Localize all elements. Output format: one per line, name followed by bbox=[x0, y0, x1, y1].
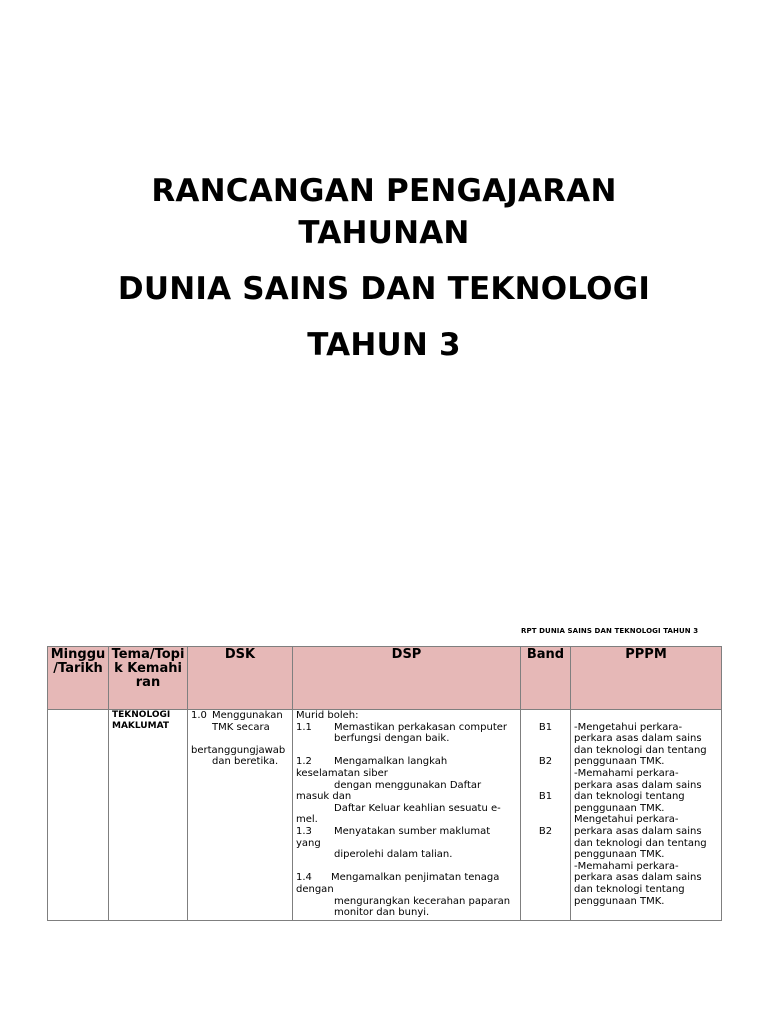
dsp-text-2-wrap: keselamatan siber bbox=[296, 767, 388, 779]
pppm-line: dan teknologi tentang bbox=[574, 791, 685, 803]
dsp-text-4-cont: mengurangkan kecerahan paparan bbox=[334, 895, 511, 907]
table-row bbox=[48, 710, 722, 921]
title-line-3: DUNIA SAINS DAN TEKNOLOGI bbox=[117, 271, 651, 307]
pppm-line: penggunaan TMK. bbox=[574, 802, 665, 814]
pppm-line: Mengetahui perkara- bbox=[574, 814, 679, 826]
dsp-text-2-cont2: Daftar Keluar keahlian sesuatu e- bbox=[334, 802, 501, 814]
pppm-line: -Memahami perkara- bbox=[574, 860, 679, 872]
pppm-line: penggunaan TMK. bbox=[574, 895, 665, 907]
dsk-line-4: dan beretika. bbox=[212, 756, 279, 768]
band-value-4: B2 bbox=[538, 825, 553, 837]
dsp-text-3-wrap: yang bbox=[296, 837, 321, 849]
rpt-table bbox=[47, 646, 722, 921]
cell-pppm bbox=[571, 710, 722, 921]
cell-band bbox=[521, 710, 571, 921]
header-minggu: Minggu /Tarikh bbox=[48, 647, 109, 710]
header-band: Band bbox=[521, 647, 571, 710]
dsp-text-2-wrap2: masuk dan bbox=[296, 791, 352, 803]
dsk-line-1: Menggunakan bbox=[212, 710, 283, 721]
band-value-1: B1 bbox=[538, 721, 553, 733]
pppm-line: perkara asas dalam sains bbox=[574, 779, 702, 791]
pppm-line: -Mengetahui perkara- bbox=[574, 721, 683, 733]
cell-minggu bbox=[48, 710, 109, 921]
cell-dsp bbox=[293, 710, 521, 921]
dsp-number-2: 1.2 bbox=[296, 756, 312, 768]
dsp-number-3: 1.3 bbox=[296, 825, 312, 837]
title-line-2: TAHUNAN bbox=[298, 215, 470, 251]
band-value-2: B2 bbox=[538, 756, 553, 768]
page-header-note: RPT DUNIA SAINS DAN TEKNOLOGI TAHUN 3 bbox=[521, 627, 699, 635]
pppm-line: penggunaan TMK. bbox=[574, 756, 665, 768]
title-line-1: RANCANGAN PENGAJARAN bbox=[151, 173, 617, 209]
header-dsk: DSK bbox=[188, 647, 293, 710]
header-tema: Tema/Topik Kemahiran bbox=[109, 647, 188, 710]
cell-tema bbox=[109, 710, 188, 921]
dsp-text-3-cont: diperolehi dalam talian. bbox=[334, 849, 453, 861]
tema-text: TEKNOLOGI MAKLUMAT bbox=[112, 710, 171, 731]
dsp-text-4: Mengamalkan penjimatan tenaga bbox=[331, 872, 500, 884]
dsp-text-4-cont2: monitor dan bunyi. bbox=[334, 907, 430, 919]
pppm-line: penggunaan TMK. bbox=[574, 849, 665, 861]
band-value-3: B1 bbox=[538, 791, 553, 803]
dsp-number-1: 1.1 bbox=[296, 721, 312, 733]
pppm-line: dan teknologi tentang bbox=[574, 883, 685, 895]
dsk-line-2: TMK secara bbox=[212, 721, 270, 733]
dsk-line-3: bertanggungjawab bbox=[191, 744, 286, 756]
header-dsp: DSP bbox=[293, 647, 521, 710]
dsp-text-3: Menyatakan sumber maklumat bbox=[334, 825, 491, 837]
pppm-line: perkara asas dalam sains bbox=[574, 733, 702, 745]
header-pppm: PPPM bbox=[571, 647, 722, 710]
dsp-text-2: Mengamalkan langkah bbox=[334, 756, 448, 768]
dsp-text-1: Memastikan perkakasan computer bbox=[334, 721, 507, 733]
title-line-4: TAHUN 3 bbox=[307, 327, 461, 363]
document-title bbox=[0, 170, 768, 366]
dsp-text-2-cont: dengan menggunakan Daftar bbox=[334, 779, 482, 791]
dsp-text-2-wrap3: mel. bbox=[296, 814, 318, 826]
table-header-row bbox=[48, 647, 722, 710]
pppm-line: perkara asas dalam sains bbox=[574, 825, 702, 837]
pppm-line: dan teknologi dan tentang bbox=[574, 837, 707, 849]
dsk-number: 1.0 bbox=[191, 710, 207, 721]
dsp-number-4: 1.4 bbox=[296, 872, 312, 884]
cell-dsk bbox=[188, 710, 293, 921]
dsp-text-4-wrap: dengan bbox=[296, 883, 334, 895]
pppm-line: -Memahami perkara- bbox=[574, 767, 679, 779]
pppm-line: perkara asas dalam sains bbox=[574, 872, 702, 884]
dsp-text-1-cont: berfungsi dengan baik. bbox=[334, 733, 450, 745]
pppm-line: dan teknologi dan tentang bbox=[574, 744, 707, 756]
dsp-intro: Murid boleh: bbox=[296, 710, 359, 721]
